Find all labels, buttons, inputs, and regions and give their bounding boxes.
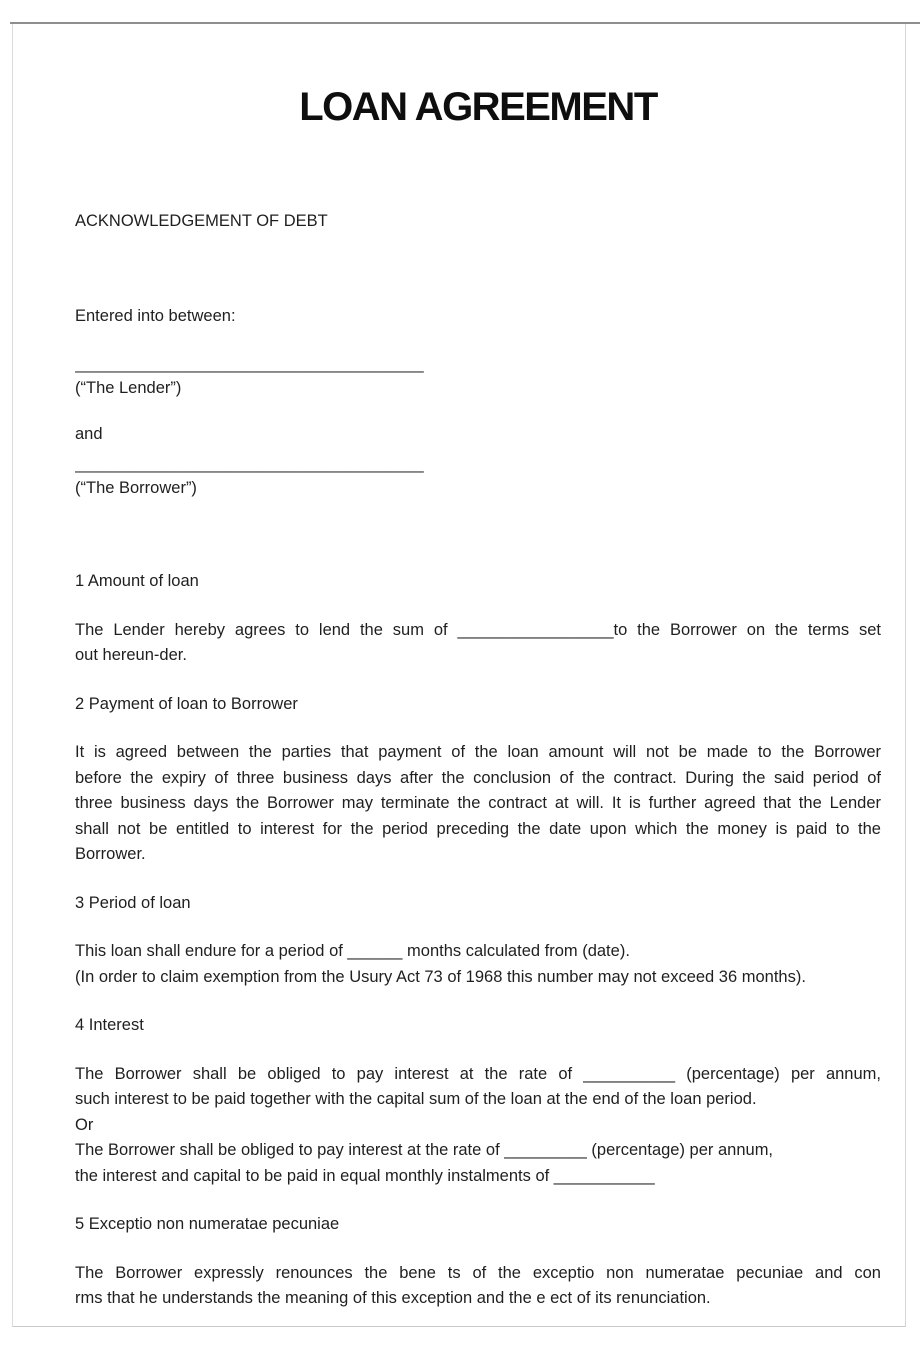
section-2-heading: 2 Payment of loan to Borrower	[75, 694, 298, 713]
paragraph-line: This loan shall endure for a period of ______ months calculated from (date).	[75, 942, 630, 960]
paragraph-line: The Borrower expressly renounces the bene ts of the exceptio non numeratae pecuniae and con	[75, 1263, 881, 1282]
paragraph-line: The Borrower shall be obliged to pay interest at the rate of __________ (percentage) per annum,	[75, 1064, 881, 1083]
document-subtitle: ACKNOWLEDGEMENT OF DEBT	[75, 212, 328, 230]
paragraph-line: It is agreed between the parties that payment of the loan amount will not be made to the Borrower	[75, 743, 881, 761]
section-4-heading: 4 Interest	[75, 1016, 144, 1034]
lender-signature-line: ______________________________________	[75, 355, 424, 373]
paragraph-line: the interest and capital to be paid in equal monthly instalments of ___________	[75, 1166, 655, 1185]
paragraph-line: shall not be entitled to interest for the period preceding the date upon which the money is paid to the	[75, 819, 881, 838]
document-content	[13, 84, 905, 1312]
paragraph-line: The Lender hereby agrees to lend the sum of _________________to the Borrower on the terms set	[75, 620, 881, 639]
paragraph-line: (In order to claim exemption from the Usury Act 73 of 1968 this number may not exceed 36 months).	[75, 967, 806, 986]
section-5-paragraph	[75, 1261, 881, 1312]
lender-label: (“The Lender”)	[75, 379, 182, 397]
paragraph-line: rms that he understands the meaning of this exception and the e ect of its renunciation.	[75, 1289, 711, 1307]
paragraph-line: Borrower.	[75, 845, 146, 863]
paragraph-line: three business days the Borrower may terminate the contract at will. It is further agreed that the Lender	[75, 794, 881, 812]
parties-intro: Entered into between:	[75, 307, 236, 325]
document-page	[12, 24, 906, 1327]
section-3-heading: 3 Period of loan	[75, 893, 191, 912]
paragraph-line: before the expiry of three business days after the conclusion of the contract. During the said period of	[75, 768, 881, 787]
section-2-paragraph	[75, 740, 881, 868]
paragraph-line: such interest to be paid together with the capital sum of the loan at the end of the loan period.	[75, 1090, 757, 1108]
document-title: LOAN AGREEMENT	[299, 85, 657, 129]
paragraph-line: The Borrower shall be obliged to pay interest at the rate of _________ (percentage) per annum,	[75, 1141, 774, 1159]
section-5-heading: 5 Exceptio non numeratae pecuniae	[75, 1215, 340, 1233]
borrower-signature-line: ______________________________________	[75, 455, 424, 473]
borrower-label: (“The Borrower”)	[75, 479, 197, 497]
section-1-heading: 1 Amount of loan	[75, 572, 199, 590]
section-3-paragraph	[75, 939, 881, 990]
paragraph-line: out hereun-der.	[75, 646, 187, 664]
section-1-paragraph	[75, 618, 881, 669]
and-text: and	[75, 425, 103, 443]
paragraph-line: Or	[75, 1115, 94, 1134]
section-4-paragraph	[75, 1062, 881, 1190]
